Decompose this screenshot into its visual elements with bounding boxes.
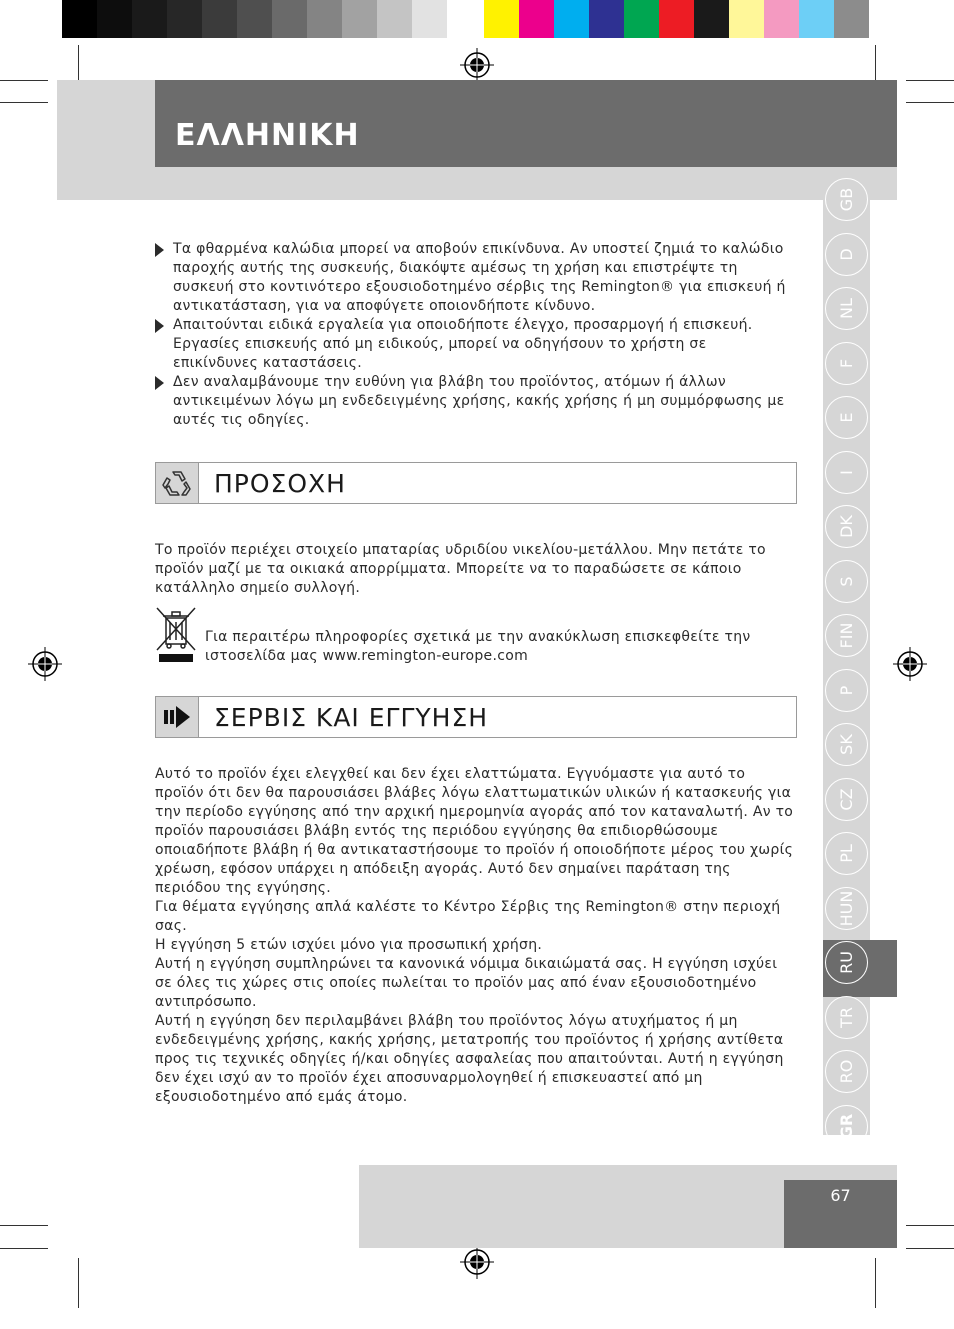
language-tab-hun[interactable]	[825, 887, 868, 930]
section-title: ΣΕΡΒΙΣ ΚΑΙ ΕΓΓΥΗΣΗ	[214, 703, 489, 732]
list-item	[155, 316, 795, 373]
tab-label: CZ	[837, 787, 856, 811]
crop-mark	[0, 80, 48, 81]
registration-mark-icon	[460, 1245, 494, 1279]
color-swatch	[729, 0, 764, 38]
language-tab-tr[interactable]	[825, 996, 868, 1039]
language-tab-gr[interactable]	[825, 1105, 868, 1148]
color-swatch	[519, 0, 554, 38]
tab-label: AE	[837, 1278, 856, 1301]
tab-label: GB	[837, 187, 856, 212]
tab-label: S	[837, 575, 856, 587]
recycle-icon	[156, 463, 199, 503]
tab-label: D	[837, 247, 856, 261]
color-swatch	[694, 0, 729, 38]
bullet-text: Τα φθαρμένα καλώδια μπορεί να αποβούν επικίνδυνα. Αν υποστεί ζημιά το καλώδιο παροχής αυτής της συσκευής, διακόψτε αμέσως τη χρήση και επιστρέψτε τη συσκευή στο κοντινότερο εξουσιοδοτημένο σέρβις της Remington® για επισκευή ή αντικατάσταση, για να αποφύγετε οποιονδήποτε κίνδυνο.	[173, 241, 786, 314]
recycling-info-text: Για περαιτέρω πληροφορίες σχετικά με την ανακύκλωση επισκεφθείτε την ιστοσελίδα μας www.remington-europe.com	[205, 629, 751, 664]
language-tab-cz[interactable]	[825, 778, 868, 821]
tab-label: NL	[837, 298, 856, 319]
tab-label: TR	[837, 1006, 856, 1028]
tab-label: DK	[837, 515, 856, 538]
language-tab-gb[interactable]	[825, 178, 868, 221]
color-swatch	[307, 0, 342, 38]
language-tab-fin[interactable]	[825, 614, 868, 657]
crop-mark	[0, 102, 48, 103]
color-swatch	[202, 0, 237, 38]
crop-mark	[0, 1248, 48, 1249]
crop-mark	[875, 1258, 876, 1308]
list-item	[155, 373, 795, 430]
registration-mark-icon	[460, 48, 494, 82]
warranty-paragraph: Αυτό το προϊόν έχει ελεγχθεί και δεν έχει ελαττώματα. Εγγυόμαστε για αυτό το προϊόν ότι δεν θα παρουσιάσει βλάβες λόγω ελαττωματικών υλικών ή κατασκευής για την περίοδο εγγύησης από την αρχική ημερομηνία αγοράς από τον καταναλωτή. Αν το προϊόν παρουσιάσει βλάβη εντός της περιόδου εγγύησης θα επιδιορθώσουμε οποιαδήποτε βλάβη ή θα αντικαταστήσουμε το προϊόν ή οποιοδήποτε μέρος του χωρίς χρέωση, εφόσον υπάρχει η απόδειξη αγοράς. Αυτό δεν σημαίνει παράταση της περιόδου της εγγύησης.	[155, 766, 794, 896]
safety-bullet-list	[155, 240, 795, 430]
language-tab-ro[interactable]	[825, 1050, 868, 1093]
warranty-paragraph: Η εγγύηση 5 ετών ισχύει μόνο για προσωπική χρήση.	[155, 937, 543, 953]
service-section-header	[155, 696, 797, 738]
grayscale-color-bar	[62, 0, 482, 38]
caution-section-header	[155, 462, 797, 504]
crop-mark	[906, 102, 954, 103]
color-swatch	[272, 0, 307, 38]
language-tab-ae[interactable]	[825, 1268, 868, 1311]
warranty-paragraph: Για θέματα εγγύησης απλά καλέστε το Κέντρο Σέρβις της Remington® στην περιοχή σας.	[155, 899, 781, 934]
warranty-paragraph: Αυτή η εγγύηση συμπληρώνει τα κανονικά νόμιμα δικαιώματά σας. Η εγγύηση ισχύει σε όλες τις χώρες στις οποίες πωλείται το προϊόν μας από έναν εξουσιοδοτημένο αντιπρόσωπο.	[155, 956, 778, 1010]
tab-label: GR	[837, 1113, 856, 1139]
color-swatch	[589, 0, 624, 38]
color-swatch	[659, 0, 694, 38]
tab-label: HUN	[837, 890, 856, 926]
language-tab-ru[interactable]	[825, 941, 868, 984]
color-swatch	[412, 0, 447, 38]
color-swatch	[554, 0, 589, 38]
crop-mark	[906, 1225, 954, 1226]
tab-label: RU	[837, 951, 856, 974]
color-swatch	[377, 0, 412, 38]
language-tab-s[interactable]	[825, 560, 868, 603]
page-title: ΕΛΛΗΝΙΚΗ	[175, 118, 360, 153]
crop-mark	[906, 80, 954, 81]
color-swatch	[624, 0, 659, 38]
language-tab-d[interactable]	[825, 233, 868, 276]
bullet-text: Δεν αναλαμβάνουμε την ευθύνη για βλάβη του προϊόντος, ατόμων ή άλλων αντικειμένων λόγω μη ενδεδειγμένης χρήσης, κακής χρήσης ή μη συμμόρφωσης με αυτές τις οδηγίες.	[173, 374, 785, 428]
crossed-bin-icon	[155, 604, 197, 666]
registration-mark-icon	[893, 647, 927, 681]
color-swatch	[237, 0, 272, 38]
language-tab-pl[interactable]	[825, 832, 868, 875]
arrow-right-icon	[156, 697, 199, 737]
caution-text: Το προϊόν περιέχει στοιχείο μπαταρίας υδριδίου νικελίου-μετάλλου. Μην πετάτε το προϊόν μαζί με τα οικιακά απορρίμματα. Μπορείτε να το παραδώσετε σε κάποιο κατάλληλο σημείο συλλογή.	[155, 542, 766, 596]
language-tab-e[interactable]	[825, 396, 868, 439]
color-swatch	[799, 0, 834, 38]
tab-label: I	[837, 469, 856, 475]
bullet-triangle-icon	[155, 243, 164, 257]
bullet-triangle-icon	[155, 319, 164, 333]
list-item	[155, 240, 795, 316]
section-title: ΠΡΟΣΟΧΗ	[214, 469, 346, 498]
tab-label: E	[837, 412, 856, 423]
tab-label: P	[837, 685, 856, 695]
registration-mark-icon	[28, 647, 62, 681]
crop-mark	[906, 1248, 954, 1249]
color-swatch	[447, 0, 482, 38]
color-swatch	[342, 0, 377, 38]
color-swatch	[132, 0, 167, 38]
language-tab-dk[interactable]	[825, 505, 868, 548]
bullet-triangle-icon	[155, 376, 164, 390]
warranty-text	[155, 765, 795, 1107]
tab-label: FIN	[837, 622, 856, 649]
warranty-paragraph: Αυτή η εγγύηση δεν περιλαμβάνει βλάβη του προϊόντος λόγω ατυχήματος ή μη ενδεδειγμένης χρήσης, κακής χρήσης, μετατροπής του προϊόντος ή χρήσης αντίθετα προς τις τεχνικές οδηγίες ή/και οδηγίες ασφαλείας που απαιτούνται. Αυτή η εγγύηση δεν έχει ισχύ αν το προϊόν έχει αποσυναρμολογηθεί ή επισκευαστεί από μη εξουσιοδοτημένο από εμάς άτομο.	[155, 1013, 784, 1105]
color-swatch	[62, 0, 97, 38]
color-swatch	[97, 0, 132, 38]
language-tab-f[interactable]	[825, 342, 868, 385]
bullet-text: Απαιτούνται ειδικά εργαλεία για οποιοδήποτε έλεγχο, προσαρμογή ή επισκευή. Εργασίες επισκευής από μη ειδικούς, μπορεί να οδηγήσουν το χρήστη σε επικίνδυνες καταστάσεις.	[173, 317, 753, 371]
color-swatch	[484, 0, 519, 38]
tab-label: F	[837, 358, 856, 368]
crop-mark	[78, 1258, 79, 1308]
language-tab-nl[interactable]	[825, 287, 868, 330]
language-tab-i[interactable]	[825, 451, 868, 494]
tab-label: PL	[837, 844, 856, 863]
color-swatch	[167, 0, 202, 38]
language-tab-sk[interactable]	[825, 723, 868, 766]
tab-label: RO	[837, 1059, 856, 1084]
language-tab-p[interactable]	[825, 669, 868, 712]
crop-mark	[0, 1225, 48, 1226]
color-swatch	[764, 0, 799, 38]
tab-label: SK	[837, 734, 856, 755]
cmyk-color-bar	[484, 0, 869, 38]
color-swatch	[834, 0, 869, 38]
page-number: 67	[830, 1186, 851, 1205]
